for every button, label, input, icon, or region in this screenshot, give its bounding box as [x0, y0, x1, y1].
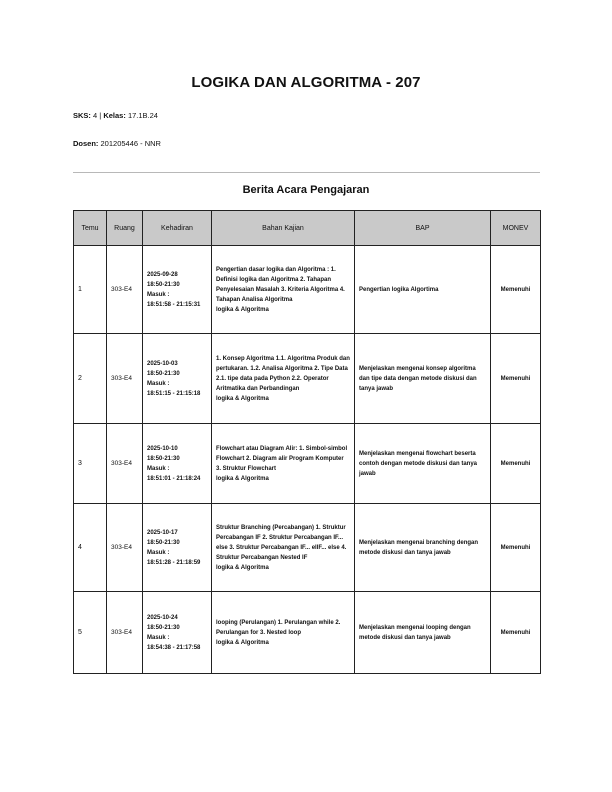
lecturer-info [73, 139, 161, 148]
topic-course: logika & Algoritma [216, 639, 269, 646]
time-slot: 18:50-21:30 [147, 624, 180, 631]
cell-bap: Menjelaskan mengenai branching dengan metode diskusi dan tanya jawab [355, 504, 491, 592]
topic-text: 1. Konsep Algoritma 1.1. Algoritma Produk dan pertukaran. 1.2. Analisa Algoritma 2. Tipe Data 2.1. tipe data pada Python 2.2. Operator Aritmatika dan Perbandingan [216, 355, 350, 392]
header-temu: Temu [74, 211, 107, 246]
teaching-record-table [73, 210, 541, 674]
date-text: 2025-10-10 [147, 445, 178, 452]
dosen-value: 201205446 - NNR [100, 139, 161, 148]
cell-kehadiran [143, 424, 212, 504]
table-row [74, 334, 541, 424]
cell-ruang: 303-E4 [107, 246, 143, 334]
header-monev: MONEV [491, 211, 541, 246]
header-divider [73, 172, 540, 173]
topic-text: Pengertian dasar logika dan Algoritma : 1. Definisi logika dan Algoritma 2. Tahapan Penyelesaian Masalah 3. Kriteria Algoritma 4. Tahapan Analisa Algoritma [216, 266, 345, 303]
topic-course: logika & Algoritma [216, 306, 269, 313]
attendance-time: 18:51:58 - 21:15:31 [147, 301, 201, 308]
cell-monev: Memenuhi [491, 424, 541, 504]
cell-monev: Memenuhi [491, 334, 541, 424]
cell-bahan-kajian [212, 246, 355, 334]
cell-bahan-kajian [212, 592, 355, 674]
cell-temu: 1 [74, 246, 107, 334]
cell-kehadiran [143, 592, 212, 674]
kelas-label: Kelas: [103, 111, 126, 120]
masuk-label: Masuk : [147, 291, 170, 298]
time-slot: 18:50-21:30 [147, 281, 180, 288]
cell-temu: 2 [74, 334, 107, 424]
date-text: 2025-10-17 [147, 529, 178, 536]
masuk-label: Masuk : [147, 465, 170, 472]
masuk-label: Masuk : [147, 549, 170, 556]
cell-bap: Pengertian logika Algortima [355, 246, 491, 334]
cell-ruang: 303-E4 [107, 424, 143, 504]
topic-course: logika & Algoritma [216, 395, 269, 402]
cell-bahan-kajian [212, 334, 355, 424]
sks-value: 4 [93, 111, 98, 120]
cell-ruang: 303-E4 [107, 334, 143, 424]
table-header-row [74, 211, 541, 246]
time-slot: 18:50-21:30 [147, 539, 180, 546]
attendance-time: 18:51:01 - 21:18:24 [147, 475, 201, 482]
topic-course: logika & Algoritma [216, 564, 269, 571]
date-text: 2025-10-24 [147, 614, 178, 621]
cell-monev: Memenuhi [491, 504, 541, 592]
cell-bap: Menjelaskan mengenai flowchart beserta contoh dengan metode diskusi dan tanya jawab [355, 424, 491, 504]
document-title: LOGIKA DAN ALGORITMA - 207 [191, 74, 421, 91]
table-row [74, 592, 541, 674]
meta-separator: | [99, 111, 102, 120]
table-row [74, 246, 541, 334]
cell-kehadiran [143, 504, 212, 592]
sks-label: SKS: [73, 111, 91, 120]
cell-monev: Memenuhi [491, 592, 541, 674]
header-bap: BAP [355, 211, 491, 246]
cell-monev: Memenuhi [491, 246, 541, 334]
attendance-time: 18:51:15 - 21:15:18 [147, 390, 201, 397]
section-title: Berita Acara Pengajaran [242, 184, 370, 196]
attendance-time: 18:51:28 - 21:18:59 [147, 559, 201, 566]
cell-bap: Menjelaskan mengenai looping dengan metode diskusi dan tanya jawab [355, 592, 491, 674]
masuk-label: Masuk : [147, 380, 170, 387]
course-info [73, 111, 158, 120]
cell-bahan-kajian [212, 424, 355, 504]
topic-course: logika & Algoritma [216, 475, 269, 482]
date-text: 2025-09-28 [147, 271, 178, 278]
header-kehadiran: Kehadiran [143, 211, 212, 246]
header-bahan-kajian: Bahan Kajian [212, 211, 355, 246]
date-text: 2025-10-03 [147, 360, 178, 367]
cell-ruang: 303-E4 [107, 592, 143, 674]
dosen-label: Dosen: [73, 139, 99, 148]
table-row [74, 504, 541, 592]
cell-ruang: 303-E4 [107, 504, 143, 592]
time-slot: 18:50-21:30 [147, 455, 180, 462]
cell-kehadiran [143, 334, 212, 424]
cell-temu: 4 [74, 504, 107, 592]
topic-text: looping (Perulangan) 1. Perulangan while 2. Perulangan for 3. Nested loop [216, 619, 341, 636]
header-ruang: Ruang [107, 211, 143, 246]
cell-kehadiran [143, 246, 212, 334]
table-row [74, 424, 541, 504]
kelas-value: 17.1B.24 [127, 111, 158, 120]
cell-temu: 5 [74, 592, 107, 674]
cell-temu: 3 [74, 424, 107, 504]
topic-text: Struktur Branching (Percabangan) 1. Struktur Percabangan IF 2. Struktur Percabangan IF... else 3. Struktur Percabangan IF... elIF... else 4. Struktur Percabangan Nested IF [216, 524, 347, 561]
time-slot: 18:50-21:30 [147, 370, 180, 377]
cell-bahan-kajian [212, 504, 355, 592]
cell-bap: Menjelaskan mengenai konsep algoritma dan tipe data dengan metode diskusi dan tanya jawab [355, 334, 491, 424]
topic-text: Flowchart atau Diagram Alir: 1. Simbol-simbol Flowchart 2. Diagram alir Program Komputer 3. Struktur Flowchart [216, 445, 348, 472]
attendance-time: 18:54:38 - 21:17:58 [147, 644, 201, 651]
masuk-label: Masuk : [147, 634, 170, 641]
